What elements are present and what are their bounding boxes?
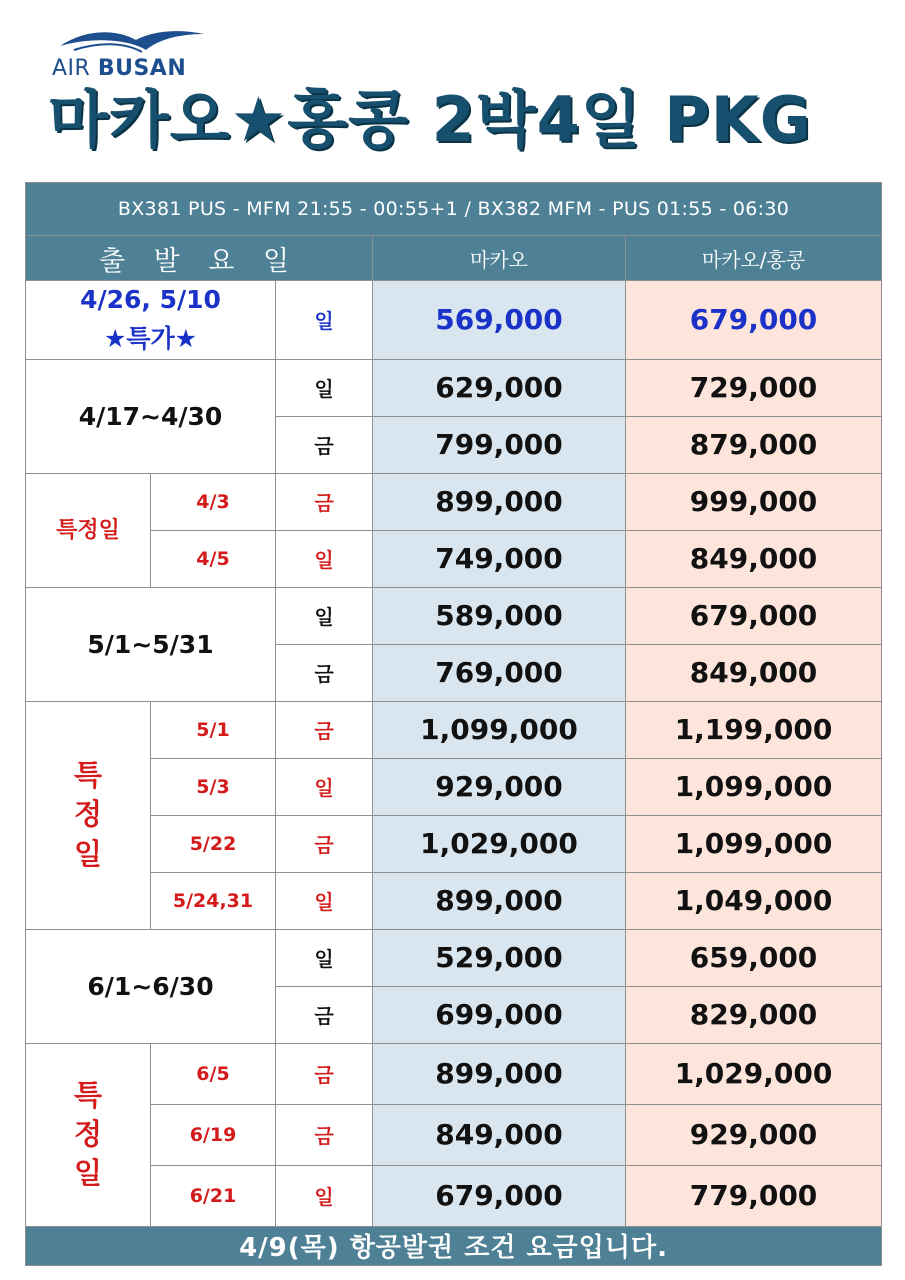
weekday-cell: 금 xyxy=(276,473,373,530)
price-macau: 769,000 xyxy=(373,644,626,701)
special-date: 4/5 xyxy=(151,530,276,587)
special-date: 5/3 xyxy=(151,758,276,815)
promo-dates: 4/26, 5/10 xyxy=(80,285,221,314)
price-macau: 749,000 xyxy=(373,530,626,587)
special-label-char: 특 xyxy=(73,758,102,793)
macau-header: 마카오 xyxy=(373,236,626,281)
price-macau: 529,000 xyxy=(373,929,626,986)
price-macau: 849,000 xyxy=(373,1104,626,1165)
price-macau-hk: 849,000 xyxy=(626,644,882,701)
special-date: 5/1 xyxy=(151,701,276,758)
bird-wing-icon xyxy=(54,26,214,56)
price-macau: 1,099,000 xyxy=(373,701,626,758)
price-macau: 899,000 xyxy=(373,473,626,530)
weekday-cell: 일 xyxy=(276,758,373,815)
promo-day: 일 xyxy=(276,281,373,360)
price-row xyxy=(26,815,882,872)
air-busan-logo xyxy=(52,26,212,81)
special-dates-label xyxy=(26,701,151,929)
special-date: 4/3 xyxy=(151,473,276,530)
price-macau-hk: 999,000 xyxy=(626,473,882,530)
period-label: 5/1~5/31 xyxy=(26,587,276,701)
price-macau-hk: 1,029,000 xyxy=(626,1043,882,1104)
special-label-char: 일 xyxy=(73,836,102,871)
promo-price-macau-hk: 679,000 xyxy=(626,281,882,360)
macau-hongkong-header: 마카오/홍콩 xyxy=(626,236,882,281)
price-macau-hk: 1,099,000 xyxy=(626,758,882,815)
promo-dates-cell xyxy=(26,281,276,360)
price-row xyxy=(26,1104,882,1165)
period-label: 4/17~4/30 xyxy=(26,359,276,473)
weekday-cell: 금 xyxy=(276,644,373,701)
weekday-cell: 일 xyxy=(276,530,373,587)
weekday-cell: 금 xyxy=(276,701,373,758)
price-macau-hk: 1,199,000 xyxy=(626,701,882,758)
weekday-cell: 일 xyxy=(276,872,373,929)
price-macau: 899,000 xyxy=(373,1043,626,1104)
price-macau-hk: 1,099,000 xyxy=(626,815,882,872)
special-label-char: 특 xyxy=(73,1077,102,1112)
price-row xyxy=(26,587,882,644)
price-macau-hk: 929,000 xyxy=(626,1104,882,1165)
footer-note: 4/9(목) 항공발권 조건 요금입니다. xyxy=(26,1226,882,1265)
price-row xyxy=(26,929,882,986)
price-macau: 929,000 xyxy=(373,758,626,815)
special-date: 5/24,31 xyxy=(151,872,276,929)
price-row xyxy=(26,872,882,929)
price-row xyxy=(26,473,882,530)
weekday-cell: 일 xyxy=(276,359,373,416)
price-macau-hk: 1,049,000 xyxy=(626,872,882,929)
weekday-cell: 일 xyxy=(276,587,373,644)
promo-row xyxy=(26,281,882,360)
weekday-cell: 금 xyxy=(276,1043,373,1104)
price-macau-hk: 829,000 xyxy=(626,986,882,1043)
weekday-cell: 금 xyxy=(276,1104,373,1165)
price-macau: 799,000 xyxy=(373,416,626,473)
departure-day-header: 출 발 요 일 xyxy=(26,236,373,281)
logo-text: AIR BUSAN xyxy=(52,56,187,81)
special-date: 6/19 xyxy=(151,1104,276,1165)
special-date: 6/5 xyxy=(151,1043,276,1104)
special-dates-label xyxy=(26,1043,151,1226)
special-label-char: 일 xyxy=(73,1156,102,1191)
price-macau-hk: 659,000 xyxy=(626,929,882,986)
price-row xyxy=(26,758,882,815)
weekday-cell: 금 xyxy=(276,986,373,1043)
weekday-cell: 일 xyxy=(276,929,373,986)
price-row xyxy=(26,1165,882,1226)
price-table xyxy=(25,182,882,1266)
special-label-char: 정 xyxy=(73,797,102,832)
special-date: 5/22 xyxy=(151,815,276,872)
weekday-cell: 일 xyxy=(276,1165,373,1226)
price-macau: 629,000 xyxy=(373,359,626,416)
price-macau: 679,000 xyxy=(373,1165,626,1226)
flight-info: BX381 PUS - MFM 21:55 - 00:55+1 / BX382 MFM - PUS 01:55 - 06:30 xyxy=(26,183,882,236)
price-macau-hk: 729,000 xyxy=(626,359,882,416)
price-macau: 699,000 xyxy=(373,986,626,1043)
price-macau: 1,029,000 xyxy=(373,815,626,872)
price-row xyxy=(26,701,882,758)
price-row xyxy=(26,530,882,587)
price-row xyxy=(26,1043,882,1104)
price-macau-hk: 779,000 xyxy=(626,1165,882,1226)
price-macau-hk: 679,000 xyxy=(626,587,882,644)
period-label: 6/1~6/30 xyxy=(26,929,276,1043)
special-dates-label: 특정일 xyxy=(26,473,151,587)
special-label-char: 정 xyxy=(73,1116,102,1151)
special-date: 6/21 xyxy=(151,1165,276,1226)
weekday-cell: 금 xyxy=(276,815,373,872)
price-macau-hk: 879,000 xyxy=(626,416,882,473)
price-macau: 589,000 xyxy=(373,587,626,644)
price-macau: 899,000 xyxy=(373,872,626,929)
price-macau-hk: 849,000 xyxy=(626,530,882,587)
page-title: 마카오★홍콩 2박4일 PKG xyxy=(48,83,812,156)
promo-price-macau: 569,000 xyxy=(373,281,626,360)
price-row xyxy=(26,359,882,416)
weekday-cell: 금 xyxy=(276,416,373,473)
promo-tag: ★특가★ xyxy=(103,323,198,353)
